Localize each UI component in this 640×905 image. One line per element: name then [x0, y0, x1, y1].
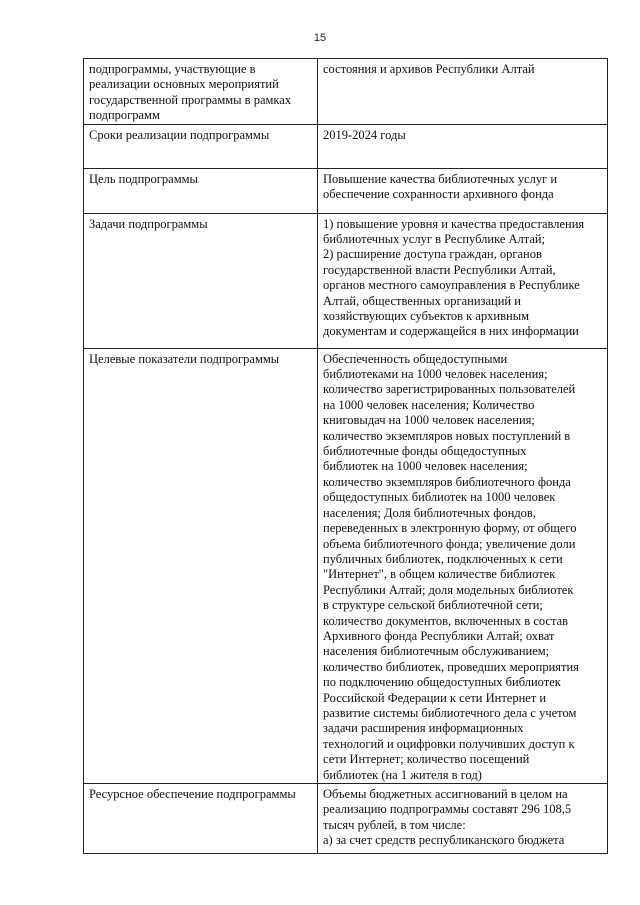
row-value-cell: [318, 213, 608, 348]
table-row: [84, 213, 608, 348]
row-value-cell: [318, 168, 608, 213]
row-label: Целевые показатели подпрограммы: [89, 351, 280, 366]
row-value-cell: [318, 59, 608, 125]
table-row: [84, 784, 608, 854]
row-label-cell: [84, 124, 318, 168]
table-row: [84, 348, 608, 783]
row-value-cell: [318, 348, 608, 783]
row-label-cell: [84, 59, 318, 125]
row-value-cell: [318, 784, 608, 854]
row-label: подпрограммы, участвующие в реализации основных мероприятий государственной программы в рамках подпрограмм: [89, 62, 292, 123]
row-value: состояния и архивов Республики Алтай: [323, 62, 535, 76]
table-row: [84, 59, 608, 125]
row-label-cell: [84, 213, 318, 348]
row-label: Сроки реализации подпрограммы: [89, 127, 270, 142]
row-label-cell: [84, 168, 318, 213]
page-number: 15: [313, 32, 327, 44]
row-label: Ресурсное обеспечение подпрограммы: [89, 787, 296, 801]
row-label-cell: [84, 784, 318, 854]
row-value: Объемы бюджетных ассигнований в целом на реализацию подпрограммы составят 296 108,5 тысяч рублей, в том числе: а) за счет средств республиканского бюджета: [323, 787, 572, 848]
row-value: Обеспеченность общедоступными библиотеками на 1000 человек населения; количество зарегистрированных пользователей на 1000 человек населения; Количество книговыдач на 1000 человек населения; количество экземпляров новых поступлений в библиотечные фонды общедоступных библиотек на 1000 человек населения; количество экземпляров библиотечного фонда общедоступных библиотек на 1000 человек населения; Доля библиотечных фондов, переведенных в электронную форму, от общего объема библиотечного фонда; увеличение доли публичных библиотек, подключенных к сети "Интернет", в общем количестве библиотек Республики Алтай; доля модельных библиотек в структуре сельской библиотечной сети; количество документов, включенных в состав Архивного фонда Республики Алтай; охват населения библиотечным обслуживанием; количество библиотек, проведших мероприятия по подключению общедоступных библиотек Российской Федерации к сети Интернет и развитие системы библиотечного дела с учетом задачи расширения информационных технологий и оцифровки получивших доступ к сети Интернет; количество посещений библиотек (на 1 жителя в год): [323, 351, 579, 782]
row-value: Повышение качества библиотечных услуг и обеспечение сохранности архивного фонда: [323, 171, 558, 202]
row-label: Цель подпрограммы: [89, 171, 198, 186]
row-label: Задачи подпрограммы: [89, 216, 208, 231]
row-label-cell: [84, 348, 318, 783]
table-row: [84, 124, 608, 168]
row-value: 2019-2024 годы: [323, 127, 406, 142]
row-value-cell: [318, 124, 608, 168]
table-row: [84, 168, 608, 213]
subprogram-passport-table: [83, 58, 608, 854]
row-value: 1) повышение уровня и качества предоставления библиотечных услуг в Республике Алтай; 2) расширение доступа граждан, органов государственной власти Республики Алтай, органов местного самоуправления в Республике Алтай, общественных организаций и хозяйствующих субъектов к архивным документам и содержащейся в них информации: [323, 216, 585, 339]
